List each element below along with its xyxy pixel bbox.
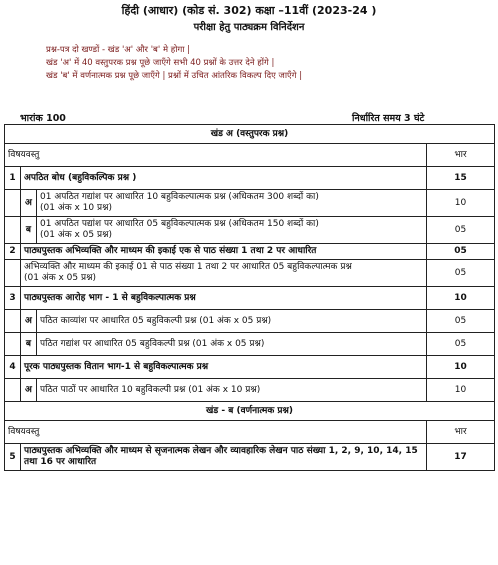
sub-item-text: पठित पाठों पर आधारित 10 बहुविकल्पी प्रश्न (01 अंक x 10 प्रश्न) xyxy=(37,379,427,402)
sub-item xyxy=(37,190,427,217)
instruction-line: प्रश्न-पत्र दो खण्डों - खंड 'अ' और 'ब' मे होगा | xyxy=(46,45,190,55)
empty-cell xyxy=(5,260,21,287)
sub-letter: अ xyxy=(21,190,37,217)
sub-item-text: 01 अपठित गद्यांश पर आधारित 10 बहुविकल्पात्मक प्रश्न (अधिकतम 300 शब्दों का) xyxy=(40,192,319,202)
content-column-header: विषयवस्तु xyxy=(5,144,427,167)
sub-marks: 10 xyxy=(427,190,495,217)
detail-item xyxy=(21,260,427,287)
marks-column-header: भार xyxy=(427,421,495,444)
marks-column-header: भार xyxy=(427,144,495,167)
detail-marks: 05 xyxy=(427,260,495,287)
sub-item-note: (01 अंक x 10 प्रश्न) xyxy=(40,203,112,213)
document-title: हिंदी (आधार) (कोड सं. 302) कक्षा –11वीं (2023-24 ) xyxy=(121,4,377,17)
time-allowed: निर्धारित समय 3 घंटे xyxy=(352,113,425,124)
sub-item-note: (01 अंक x 05 प्रश्न) xyxy=(40,230,112,240)
empty-cell xyxy=(5,379,21,402)
instruction-line: खंड 'ब' में वर्णनात्मक प्रश्न पूछे जाएँगे | प्रश्नों में उचित आंतरिक विकल्प दिए जाएँगे | xyxy=(46,71,303,81)
detail-item-text: अभिव्यक्ति और माध्यम की इकाई 01 से पाठ संख्या 1 तथा 2 पर आधारित 05 बहुविकल्पात्मक प्रश्न xyxy=(24,262,352,272)
row-title: पाठ्यपुस्तक अभिव्यक्ति और माध्यम की इकाई एक से पाठ संख्या 1 तथा 2 पर आधारित xyxy=(21,244,427,260)
instruction-line: खंड 'अ' में 40 वस्तुपरक प्रश्न पूछे जाएँगे सभी 40 प्रश्नों के उत्तर देने होंगे | xyxy=(46,58,275,68)
section-b-title: खंड - ब (वर्णनात्मक प्रश्न) xyxy=(5,402,495,421)
sub-item-text: पठित काव्यांश पर आधारित 05 बहुविकल्पी प्रश्न (01 अंक x 05 प्रश्न) xyxy=(37,310,427,333)
row-marks: 17 xyxy=(427,444,495,471)
detail-item-note: (01 अंक x 05 प्रश्न) xyxy=(24,273,96,283)
row-number: 2 xyxy=(5,244,21,260)
row-title: पूरक पाठ्यपुस्तक वितान भाग-1 से बहुविकल्पात्मक प्रश्न xyxy=(21,356,427,379)
total-marks: भारांक 100 xyxy=(20,113,66,124)
sub-letter: अ xyxy=(21,310,37,333)
document-subtitle: परीक्षा हेतु पाठ्यक्रम विनिर्देशन xyxy=(193,22,305,33)
sub-marks: 05 xyxy=(427,333,495,356)
sub-marks: 05 xyxy=(427,217,495,244)
empty-cell xyxy=(5,190,21,217)
section-a-title: खंड अ (वस्तुपरक प्रश्न) xyxy=(5,125,495,144)
empty-cell xyxy=(5,217,21,244)
row-number: 3 xyxy=(5,287,21,310)
sub-letter: ब xyxy=(21,217,37,244)
row-marks: 05 xyxy=(427,244,495,260)
row-title: पाठ्यपुस्तक अभिव्यक्ति और माध्यम से सृजनात्मक लेखन और व्यावहारिक लेखन पाठ संख्या 1, 2, 9, 10, 14, 15 तथा 16 पर आधारित xyxy=(21,444,427,471)
row-title: अपठित बोध (बहुविकल्पिक प्रश्न ) xyxy=(21,167,427,190)
row-title: पाठ्यपुस्तक आरोह भाग - 1 से बहुविकल्पात्मक प्रश्न xyxy=(21,287,427,310)
row-number: 5 xyxy=(5,444,21,471)
sub-marks: 05 xyxy=(427,310,495,333)
sub-marks: 10 xyxy=(427,379,495,402)
row-number: 4 xyxy=(5,356,21,379)
syllabus-table xyxy=(4,124,495,471)
row-marks: 15 xyxy=(427,167,495,190)
row-marks: 10 xyxy=(427,356,495,379)
sub-letter: ब xyxy=(21,333,37,356)
empty-cell xyxy=(5,333,21,356)
row-number: 1 xyxy=(5,167,21,190)
content-column-header: विषयवस्तु xyxy=(5,421,427,444)
sub-item-text: 01 अपठित पद्यांश पर आधारित 05 बहुविकल्पात्मक प्रश्न (अधिकतम 150 शब्दों का) xyxy=(40,219,319,229)
sub-item-text: पठित गद्यांश पर आधारित 05 बहुविकल्पी प्रश्न (01 अंक x 05 प्रश्न) xyxy=(37,333,427,356)
sub-letter: अ xyxy=(21,379,37,402)
sub-item xyxy=(37,217,427,244)
row-marks: 10 xyxy=(427,287,495,310)
empty-cell xyxy=(5,310,21,333)
